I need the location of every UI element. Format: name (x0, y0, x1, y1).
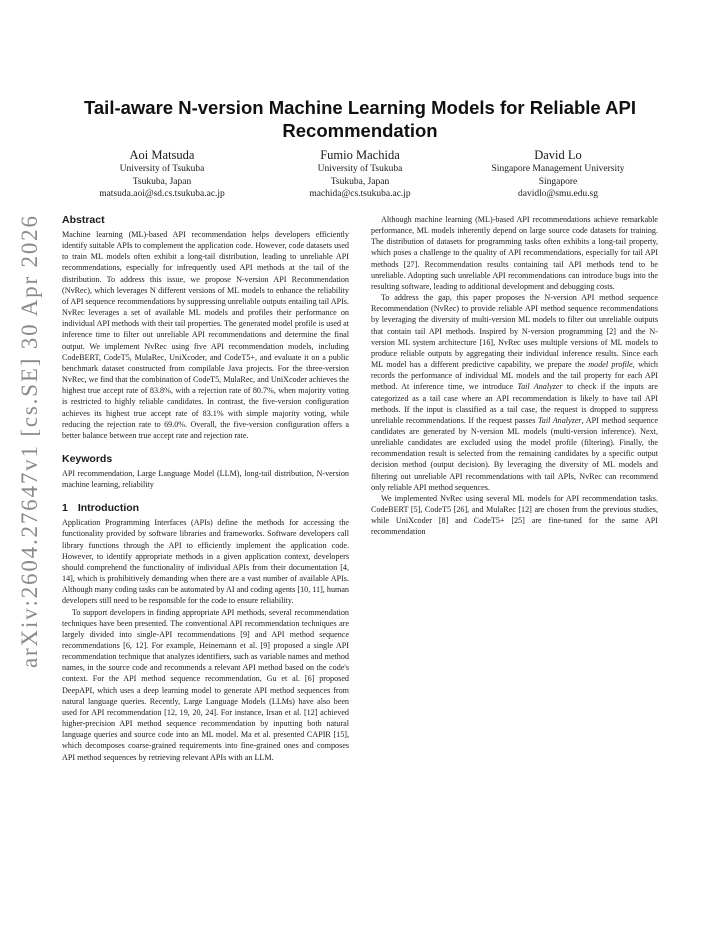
introduction-heading (62, 502, 349, 515)
emph-tail-analyzer: Tail Analyzer (517, 382, 563, 392)
intro-paragraph-1: Application Programming Interfaces (APIs) define the methods for accessing the functionality provided by software libraries and frameworks. Software developers call library functions through the API to efficiently implement the application code. However, to identify appropriate methods in a given application context, developers should comprehend the functionality of individual APIs from their documentation [4, 14], which is prohibitively demanding when there are a vast number of available APIs. Although many coding tasks can be automated by AI and coding agents [10, 11], human developers still need to be responsible for the code to ensure reliability. (62, 518, 349, 606)
author-3 (458, 148, 658, 201)
right-column (371, 214, 658, 538)
intro-paragraph-3: Although machine learning (ML)-based API recommendations achieve remarkable performance, ML models inherently depend on large source code datasets for training. The distribution of datasets for programming tasks often exhibits a long-tail property, which poses a challenge to the quality of API recommendations, especially for tail API methods [27]. Recommendation results containing tail API methods tend to be unreliable. Adopting such unreliable API recommendations can introduce bugs into the resulting software, leading to additional development and debugging costs. (371, 215, 658, 291)
author-email: matsuda.aoi@sd.cs.tsukuba.ac.jp (99, 189, 225, 199)
author-email: davidlo@smu.edu.sg (518, 189, 598, 199)
text-run: to check if the inputs are categorized as a tail case where an API recommendation is likely to have tail API methods. If the input is classified as a tail case, the request is dropped to suppress unreliable recommendations. If the request passes (371, 382, 658, 425)
author-affiliation: University of Tsukuba (119, 164, 205, 174)
author-affiliation: Singapore Management University (491, 164, 625, 174)
section-number: 1 (62, 502, 68, 515)
keywords-heading: Keywords (62, 452, 113, 465)
author-location: Singapore (538, 176, 578, 187)
author-name: Fumio Machida (320, 148, 400, 162)
keywords-text: API recommendation, Large Language Model (LLM), long-tail distribution, N-version machine learning, reliability (62, 468, 349, 490)
emph-tail-analyzer: Tail Analyzer (537, 415, 582, 425)
author-location: Tsukuba, Japan (330, 176, 390, 187)
author-name: Aoi Matsuda (129, 148, 195, 162)
text-run: , which records the performance of individual ML models and the tail property for each API method. At inference time, we introduce (371, 360, 658, 392)
text-run: To address the gap, this paper proposes the N-version API method sequence Recommendation (NvRec) to provide reliable API method sequence recommendations by leveraging the diversity of multi-version ML models to filter out unreliable outputs that contain tail API methods. Inspired by N-version programming [2] and the N-version ML system architecture [16], NvRec uses multiple versions of ML models to produce reliable outputs by aggregating their individual inference results. Since each ML model has a different predictive capability, we prepare the (371, 293, 658, 370)
author-2 (260, 148, 460, 201)
intro-paragraph-2: To support developers in finding appropriate API methods, several recommendation techniques have been presented. The conventional API recommendation techniques are largely divided into single-API recommendations [9] and API method sequence recommendations [6, 12]. For example, Heinemann et al. [9] proposed a single API recommendation technique that analyzes identifiers, such as variable names and method names, in the source code and recommends a relevant API method based on the code's context. For the API method sequence recommendation, Gu et al. [6] proposed DeepAPI, which uses a deep learning model to generate API method sequences from natural language queries. Recently, Large Language Models (LLMs) have also been used for API recommendation [12, 19, 20, 24]. For instance, Irsan et al. [12] achieved higher-precision API method sequence recommendation by inputting both natural language queries and source code into an ML model. Ma et al. presented CAPIR [15], which decomposes coarse-grained requirements into fine-grained ones and composes API method sequences by retrieving relevant APIs with an LLM. (62, 607, 349, 762)
intro-paragraph-5: We implemented NvRec using several ML models for API recommendation tasks. CodeBERT [5], CodeT5 [26], and MulaRec [12] are chosen from the previous studies, while UniXcoder [8] and CodeT5+ [25] are fine-tuned for the same API recommendation (371, 493, 658, 537)
author-1 (62, 148, 262, 201)
author-email: machida@cs.tsukuba.ac.jp (309, 189, 411, 199)
abstract-heading: Abstract (62, 214, 105, 226)
arxiv-stamp (14, 210, 46, 670)
left-column (62, 214, 349, 763)
author-name: David Lo (534, 148, 582, 162)
paper-title: Tail-aware N-version Machine Learning Models for Reliable API Recommendation (83, 97, 637, 141)
arxiv-stamp-text: arXiv:2604.27647v1 [cs.SE] 30 Apr 2026 (17, 215, 42, 668)
author-location: Tsukuba, Japan (132, 176, 192, 187)
abstract-text: Machine learning (ML)-based API recommendation helps developers efficiently identify suitable APIs to complement the application code. However, code datasets used to train ML models often exhibit a long-tail distribution, leading to unreliable API recommendations, especially for infrequently used API methods at the tail of the distribution. To address this issue, we propose N-version API Recommendation (NvRec), which leverages N different versions of ML models to enhance the reliability of API sequence recommendations by suppressing unreliable outputs entailing tail APIs. NvRec leverages a set of available ML models and profiles their performance on individual API methods with their tail properties. The generated model profile is used at inference time to filter out unreliable API recommendations and determine the final output. We implement NvRec using five API recommendation models, including CodeBERT, CodeT5, MulaRec, UniXcoder, and CodeT5+, and evaluate it on a public benchmark dataset constructed from compilable Java projects. For the three-version NvRec, we find that the combination of CodeT5, MulaRec, and UniXcoder achieves the highest true accept rate of 83.8%, with a rejection rate of 80.7%, when majority voting is restricted to highly reliable candidates. In contrast, the five-version configuration achieves its highest true accept rate of 83.1% with simple majority voting, while reducing the rejection rate to 69.0%. Overall, the five-version configuration offers a better balance between true accept rate and rejection rate. (62, 230, 349, 440)
author-block (62, 148, 658, 208)
emph-model-profile: model profile (588, 360, 633, 370)
author-affiliation: University of Tsukuba (317, 164, 403, 174)
intro-paragraph-4 (371, 292, 658, 493)
text-run: , API method sequence candidates are generated by N-version ML models (multi-version inference). Next, unreliable candidates are excluded using the model profile (filtering). Finally, the recommendation result is selected from the remaining candidates by a specific output decision method (output decision). By leveraging the diversity of ML models and filtering out unreliable API recommendations with tail APIs, NvRec can recommend only reliable API method sequences. (371, 415, 658, 492)
section-title: Introduction (77, 502, 140, 515)
